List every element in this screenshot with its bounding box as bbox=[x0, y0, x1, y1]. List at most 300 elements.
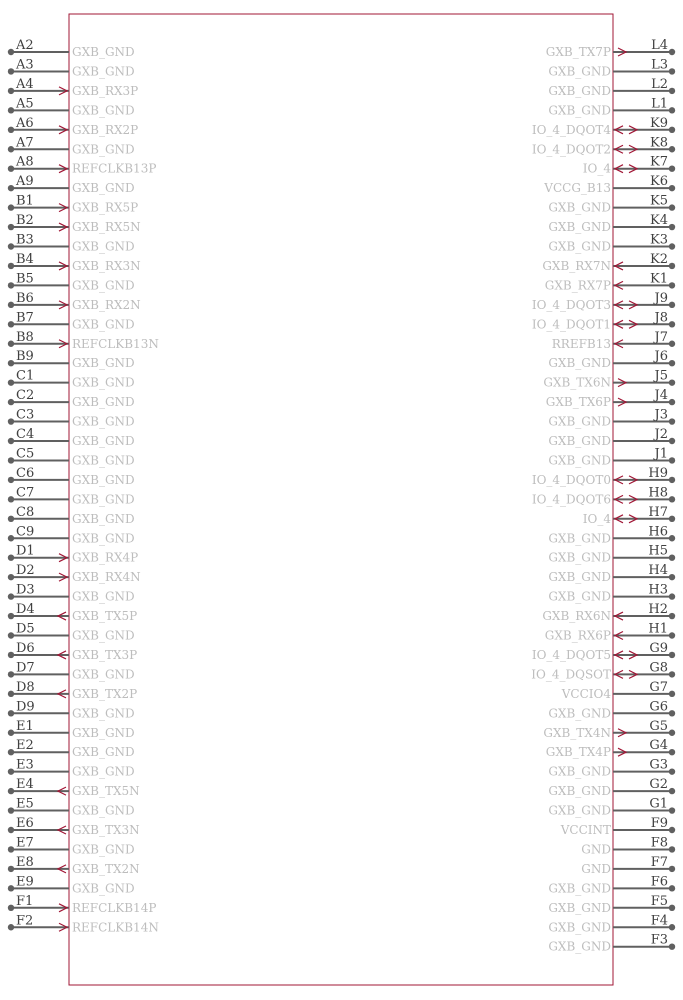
pin-A5 bbox=[8, 96, 135, 117]
pin-name: GXB_GND bbox=[548, 64, 611, 79]
pin-name: GXB_GND bbox=[72, 414, 135, 429]
pin-number: J1 bbox=[654, 446, 668, 462]
pin-name: GXB_GND bbox=[548, 239, 611, 254]
pin-E5 bbox=[8, 797, 135, 818]
pin-name: GXB_GND bbox=[548, 103, 611, 118]
pin-end-dot bbox=[8, 341, 14, 347]
pin-name: IO_4_DQOT6 bbox=[531, 492, 611, 507]
pin-end-dot bbox=[669, 185, 675, 191]
pin-number: E7 bbox=[16, 835, 34, 851]
pin-name: GXB_GND bbox=[72, 434, 135, 448]
pin-number: K4 bbox=[650, 213, 668, 229]
pin-name: GXB_RX7N bbox=[542, 258, 611, 273]
pin-end-dot bbox=[669, 477, 675, 483]
pin-number: G5 bbox=[649, 718, 668, 734]
pin-L1 bbox=[548, 96, 675, 117]
pin-number: A2 bbox=[16, 38, 34, 53]
pin-name: GXB_GND bbox=[548, 881, 611, 896]
pin-name: GXB_TX4P bbox=[545, 745, 611, 760]
pin-number: B3 bbox=[16, 232, 34, 248]
pin-number: B9 bbox=[16, 349, 34, 365]
pin-number: E5 bbox=[16, 796, 34, 812]
pin-name: GXB_TX2N bbox=[72, 861, 140, 876]
pin-number: D2 bbox=[16, 563, 35, 579]
pin-name: GXB_GND bbox=[548, 920, 611, 935]
pin-end-dot bbox=[8, 127, 14, 133]
pin-name: GXB_TX7P bbox=[545, 45, 611, 59]
pin-name: GXB_GND bbox=[72, 375, 135, 390]
pin-name: GXB_GND bbox=[72, 842, 135, 857]
pin-end-dot bbox=[669, 438, 675, 444]
pin-name: GXB_GND bbox=[548, 200, 611, 215]
pin-end-dot bbox=[669, 496, 675, 502]
pin-number: B7 bbox=[16, 310, 34, 326]
pin-number: A8 bbox=[16, 154, 34, 170]
pin-name: GXB_GND bbox=[72, 492, 135, 507]
pin-E3 bbox=[8, 758, 135, 779]
pin-F8 bbox=[581, 835, 675, 856]
pin-number: K7 bbox=[650, 154, 668, 170]
pin-name: GXB_RX3N bbox=[72, 258, 141, 273]
pin-name: IO_4 bbox=[582, 511, 611, 526]
pin-G1 bbox=[548, 797, 675, 818]
pin-name: IO_4_DQSOT bbox=[531, 667, 611, 682]
pin-number: F8 bbox=[650, 835, 668, 851]
pin-end-dot bbox=[8, 730, 14, 736]
pin-name: GXB_TX3P bbox=[72, 647, 138, 662]
pin-number: J4 bbox=[654, 388, 668, 404]
pin-end-dot bbox=[669, 555, 675, 561]
pin-number: A6 bbox=[16, 115, 34, 131]
pin-end-dot bbox=[8, 846, 14, 852]
pin-D1 bbox=[8, 544, 138, 565]
pin-end-dot bbox=[669, 263, 675, 269]
pin-number: J9 bbox=[654, 290, 668, 306]
pin-G4 bbox=[546, 738, 675, 759]
pin-A4 bbox=[8, 77, 138, 98]
pin-number: G7 bbox=[649, 679, 668, 695]
pin-G8 bbox=[531, 660, 675, 681]
pin-J9 bbox=[532, 291, 675, 312]
pin-name: GXB_GND bbox=[72, 103, 135, 118]
pin-F6 bbox=[548, 874, 675, 895]
pin-number: K2 bbox=[650, 251, 668, 267]
pin-J5 bbox=[543, 369, 675, 390]
pin-number: F5 bbox=[650, 893, 668, 909]
pin-name: GXB_GND bbox=[72, 453, 135, 468]
pin-name: GXB_GND bbox=[72, 356, 135, 371]
pin-end-dot bbox=[8, 243, 14, 249]
pin-D2 bbox=[8, 563, 141, 584]
pin-F7 bbox=[581, 855, 675, 876]
pin-number: J5 bbox=[654, 368, 668, 384]
pin-name: GXB_GND bbox=[72, 881, 135, 896]
pin-number: A4 bbox=[16, 76, 34, 92]
pin-end-dot bbox=[8, 749, 14, 755]
pin-B7 bbox=[8, 310, 135, 331]
pin-name: GXB_GND bbox=[72, 64, 135, 79]
pin-end-dot bbox=[8, 593, 14, 599]
pin-name: GXB_GND bbox=[72, 803, 135, 818]
pin-end-dot bbox=[669, 730, 675, 736]
pin-name: GXB_GND bbox=[72, 628, 135, 643]
pin-name: GXB_GND bbox=[548, 550, 611, 565]
pin-name: GXB_GND bbox=[548, 453, 611, 468]
pin-name: GXB_GND bbox=[548, 589, 611, 604]
pin-name: IO_4 bbox=[582, 161, 611, 176]
pin-C2 bbox=[8, 388, 135, 409]
pin-name: REFCLKB14N bbox=[72, 920, 159, 935]
pin-end-dot bbox=[8, 204, 14, 210]
pin-C7 bbox=[8, 485, 135, 506]
pin-end-dot bbox=[8, 166, 14, 172]
pin-name: GXB_GND bbox=[548, 220, 611, 235]
pin-name: GXB_RX4N bbox=[72, 570, 141, 585]
pin-number: C8 bbox=[16, 504, 35, 520]
pin-K5 bbox=[548, 194, 675, 215]
pin-end-dot bbox=[669, 652, 675, 658]
pin-end-dot bbox=[669, 632, 675, 638]
pin-name: IO_4_DQOT3 bbox=[531, 297, 611, 312]
pin-E9 bbox=[8, 874, 135, 895]
pin-end-dot bbox=[8, 905, 14, 911]
pin-number: B4 bbox=[16, 251, 34, 267]
pin-L3 bbox=[548, 57, 675, 78]
pin-end-dot bbox=[669, 166, 675, 172]
pin-end-dot bbox=[669, 49, 675, 55]
pin-name: GXB_GND bbox=[72, 317, 135, 332]
pin-end-dot bbox=[8, 535, 14, 541]
pin-number: E3 bbox=[16, 757, 34, 773]
pin-name: GXB_TX6N bbox=[543, 375, 611, 390]
pin-name: GXB_TX3N bbox=[72, 823, 140, 837]
pin-E1 bbox=[8, 719, 135, 740]
pin-name: RREFB13 bbox=[551, 336, 611, 351]
pin-number: B1 bbox=[16, 193, 34, 209]
pin-J1 bbox=[548, 446, 675, 467]
pin-name: GXB_RX3P bbox=[72, 83, 139, 98]
pin-name: GXB_GND bbox=[548, 570, 611, 585]
pin-name: GXB_GND bbox=[72, 142, 135, 157]
pin-end-dot bbox=[8, 224, 14, 230]
pin-end-dot bbox=[669, 593, 675, 599]
pin-name: GXB_RX4P bbox=[72, 550, 139, 565]
pin-E7 bbox=[8, 835, 135, 856]
pin-end-dot bbox=[669, 379, 675, 385]
pin-end-dot bbox=[8, 457, 14, 463]
pin-number: C5 bbox=[16, 446, 35, 462]
pin-name: GXB_GND bbox=[72, 511, 135, 526]
pin-number: H6 bbox=[648, 524, 668, 540]
pin-D3 bbox=[8, 583, 135, 604]
right-pin-group bbox=[531, 38, 675, 954]
pin-number: A7 bbox=[16, 135, 34, 151]
pin-name: GND bbox=[581, 861, 611, 876]
pin-end-dot bbox=[669, 827, 675, 833]
pin-number: G9 bbox=[649, 640, 668, 656]
pin-number: C7 bbox=[16, 485, 35, 501]
pin-number: G1 bbox=[649, 796, 668, 812]
pin-name: GXB_GND bbox=[548, 83, 611, 98]
pin-number: L4 bbox=[651, 38, 668, 53]
pin-end-dot bbox=[669, 399, 675, 405]
pin-J4 bbox=[546, 388, 675, 409]
pin-number: D6 bbox=[16, 640, 35, 656]
pin-end-dot bbox=[669, 243, 675, 249]
pin-K8 bbox=[532, 135, 675, 156]
pin-end-dot bbox=[669, 341, 675, 347]
pin-number: H2 bbox=[648, 602, 668, 618]
pin-end-dot bbox=[8, 866, 14, 872]
pin-end-dot bbox=[8, 613, 14, 619]
pin-end-dot bbox=[8, 632, 14, 638]
pin-number: A5 bbox=[16, 96, 34, 112]
pin-end-dot bbox=[669, 710, 675, 716]
pin-G5 bbox=[543, 719, 675, 740]
pin-number: C3 bbox=[16, 407, 35, 423]
pin-name: VCCG_B13 bbox=[544, 181, 611, 196]
pin-name: GXB_GND bbox=[72, 472, 135, 487]
pin-end-dot bbox=[669, 360, 675, 366]
pin-number: G6 bbox=[649, 699, 668, 715]
pin-name: IO_4_DQOT5 bbox=[531, 647, 611, 662]
pin-end-dot bbox=[669, 671, 675, 677]
pin-end-dot bbox=[8, 827, 14, 833]
pin-J8 bbox=[532, 310, 675, 331]
pin-end-dot bbox=[8, 302, 14, 308]
pin-name: GXB_RX5P bbox=[72, 200, 139, 215]
pin-name: GXB_GND bbox=[72, 589, 135, 604]
pin-B4 bbox=[8, 252, 141, 273]
pin-number: J2 bbox=[654, 427, 668, 442]
pin-end-dot bbox=[8, 885, 14, 891]
pin-H4 bbox=[548, 563, 675, 584]
pin-name: GXB_GND bbox=[548, 531, 611, 546]
pin-end-dot bbox=[8, 107, 14, 113]
pin-end-dot bbox=[669, 944, 675, 950]
pin-end-dot bbox=[8, 516, 14, 522]
pin-H2 bbox=[542, 602, 675, 623]
pin-number: E6 bbox=[16, 816, 34, 831]
pin-name: GXB_RX5N bbox=[72, 220, 141, 235]
pin-name: IO_4_DQOT1 bbox=[531, 317, 611, 332]
pin-A2 bbox=[8, 38, 135, 59]
pin-number: H3 bbox=[648, 582, 668, 598]
pin-H3 bbox=[548, 583, 675, 604]
pin-end-dot bbox=[669, 282, 675, 288]
pin-B9 bbox=[8, 349, 135, 370]
pin-name: GXB_TX6P bbox=[545, 395, 611, 410]
pin-B5 bbox=[8, 271, 135, 292]
pin-end-dot bbox=[669, 613, 675, 619]
pin-number: F6 bbox=[650, 874, 668, 890]
pin-number: F2 bbox=[16, 913, 34, 929]
pin-name: IO_4_DQOT2 bbox=[531, 142, 611, 157]
pin-number: H8 bbox=[648, 485, 668, 501]
pin-number: C6 bbox=[16, 465, 35, 481]
pin-number: B8 bbox=[16, 329, 34, 345]
pin-number: F1 bbox=[16, 893, 34, 909]
pin-H1 bbox=[545, 622, 675, 643]
pin-name: GXB_GND bbox=[548, 414, 611, 429]
pin-number: E4 bbox=[16, 777, 34, 793]
pin-number: D5 bbox=[16, 621, 35, 637]
pin-number: L1 bbox=[651, 96, 668, 112]
pin-number: D8 bbox=[16, 679, 35, 695]
pin-end-dot bbox=[8, 924, 14, 930]
pin-A8 bbox=[8, 155, 157, 176]
pin-number: B2 bbox=[16, 213, 34, 229]
pin-end-dot bbox=[669, 68, 675, 74]
pin-number: L3 bbox=[651, 57, 668, 73]
pin-number: H4 bbox=[648, 563, 668, 579]
pin-name: GXB_GND bbox=[72, 745, 135, 760]
pin-number: A3 bbox=[16, 57, 34, 73]
pin-number: E2 bbox=[16, 738, 34, 754]
pin-end-dot bbox=[8, 691, 14, 697]
pin-number: E8 bbox=[16, 854, 34, 870]
pin-number: K3 bbox=[650, 232, 668, 248]
pin-name: GXB_GND bbox=[72, 725, 135, 740]
pin-K6 bbox=[543, 174, 675, 195]
pin-end-dot bbox=[669, 88, 675, 94]
pin-C3 bbox=[8, 408, 135, 429]
pin-number: D1 bbox=[16, 543, 35, 559]
pin-end-dot bbox=[8, 68, 14, 74]
pin-F2 bbox=[8, 913, 159, 934]
pin-number: B5 bbox=[16, 271, 34, 287]
pin-F3 bbox=[548, 933, 675, 954]
pin-end-dot bbox=[8, 88, 14, 94]
pin-name: REFCLKB14P bbox=[72, 900, 157, 915]
pin-G3 bbox=[548, 758, 675, 779]
pin-end-dot bbox=[8, 555, 14, 561]
pin-number: G3 bbox=[649, 757, 668, 773]
pin-name: GXB_TX5N bbox=[72, 784, 140, 799]
pin-B2 bbox=[8, 213, 141, 234]
pin-D5 bbox=[8, 622, 135, 643]
pin-K3 bbox=[548, 233, 675, 254]
pin-number: C9 bbox=[16, 524, 35, 540]
pin-name: GXB_RX7P bbox=[544, 278, 611, 293]
pin-C1 bbox=[8, 369, 135, 390]
pin-B3 bbox=[8, 233, 135, 254]
pin-end-dot bbox=[669, 224, 675, 230]
pin-A7 bbox=[8, 135, 135, 156]
pin-C6 bbox=[8, 466, 135, 487]
pin-L2 bbox=[548, 77, 675, 98]
pin-name: GXB_GND bbox=[72, 45, 135, 59]
pin-number: E1 bbox=[16, 718, 34, 734]
pin-end-dot bbox=[8, 185, 14, 191]
pin-number: L2 bbox=[651, 76, 668, 92]
pin-D9 bbox=[8, 699, 135, 720]
pin-name: REFCLKB13N bbox=[72, 336, 159, 351]
pin-F4 bbox=[548, 913, 675, 934]
pin-B1 bbox=[8, 194, 138, 215]
pin-number: J7 bbox=[654, 329, 668, 345]
pin-number: C4 bbox=[16, 427, 35, 442]
pin-number: D3 bbox=[16, 582, 35, 598]
pin-end-dot bbox=[8, 574, 14, 580]
pin-end-dot bbox=[669, 204, 675, 210]
pin-name: GXB_RX2N bbox=[72, 297, 141, 312]
pin-name: GXB_GND bbox=[72, 764, 135, 779]
pin-end-dot bbox=[8, 418, 14, 424]
pin-name: GXB_GND bbox=[72, 181, 135, 196]
pin-number: K6 bbox=[650, 174, 668, 190]
pin-end-dot bbox=[8, 438, 14, 444]
pin-G6 bbox=[548, 699, 675, 720]
pin-end-dot bbox=[8, 321, 14, 327]
pin-number: D7 bbox=[16, 660, 35, 676]
pin-number: K1 bbox=[650, 271, 668, 287]
pin-name: IO_4_DQOT4 bbox=[531, 122, 611, 137]
pin-D8 bbox=[8, 680, 137, 701]
pin-E6 bbox=[8, 816, 140, 837]
pin-name: VCCIO4 bbox=[561, 686, 611, 701]
pin-name: GXB_GND bbox=[548, 706, 611, 721]
pin-end-dot bbox=[669, 924, 675, 930]
pin-number: H5 bbox=[648, 543, 668, 559]
pin-number: J3 bbox=[654, 407, 668, 423]
pin-end-dot bbox=[669, 146, 675, 152]
pin-number: H1 bbox=[648, 621, 668, 637]
pin-K7 bbox=[583, 155, 675, 176]
pin-D4 bbox=[8, 602, 137, 623]
pin-name: GXB_GND bbox=[72, 239, 135, 254]
pin-end-dot bbox=[669, 321, 675, 327]
pin-K1 bbox=[545, 271, 675, 292]
pin-number: J6 bbox=[654, 349, 668, 365]
pin-end-dot bbox=[669, 885, 675, 891]
pin-end-dot bbox=[669, 846, 675, 852]
pin-number: K9 bbox=[650, 115, 668, 131]
pin-K9 bbox=[532, 116, 675, 137]
pin-end-dot bbox=[669, 691, 675, 697]
pin-E2 bbox=[8, 738, 135, 759]
pin-E4 bbox=[8, 777, 140, 798]
pin-name: GXB_RX6N bbox=[542, 609, 611, 624]
pin-number: C2 bbox=[16, 388, 35, 404]
pin-end-dot bbox=[669, 749, 675, 755]
pin-K4 bbox=[548, 213, 675, 234]
pin-D7 bbox=[8, 660, 135, 681]
pin-end-dot bbox=[8, 379, 14, 385]
pin-end-dot bbox=[8, 146, 14, 152]
pin-number: F7 bbox=[650, 854, 668, 870]
pin-end-dot bbox=[8, 263, 14, 269]
pin-end-dot bbox=[669, 535, 675, 541]
pin-end-dot bbox=[669, 807, 675, 813]
pin-H9 bbox=[532, 466, 675, 487]
pin-name: GXB_TX5P bbox=[72, 609, 138, 624]
pin-name: GXB_GND bbox=[548, 900, 611, 915]
pin-end-dot bbox=[8, 49, 14, 55]
pin-end-dot bbox=[8, 282, 14, 288]
pin-name: GXB_GND bbox=[72, 667, 135, 682]
pin-C9 bbox=[8, 524, 135, 545]
pin-L4 bbox=[546, 38, 675, 59]
pin-end-dot bbox=[8, 768, 14, 774]
pin-C5 bbox=[8, 446, 135, 467]
pin-H7 bbox=[583, 505, 675, 526]
pin-H6 bbox=[548, 524, 675, 545]
pin-end-dot bbox=[8, 477, 14, 483]
pin-end-dot bbox=[669, 866, 675, 872]
pin-G9 bbox=[532, 641, 675, 662]
pin-K2 bbox=[542, 252, 675, 273]
